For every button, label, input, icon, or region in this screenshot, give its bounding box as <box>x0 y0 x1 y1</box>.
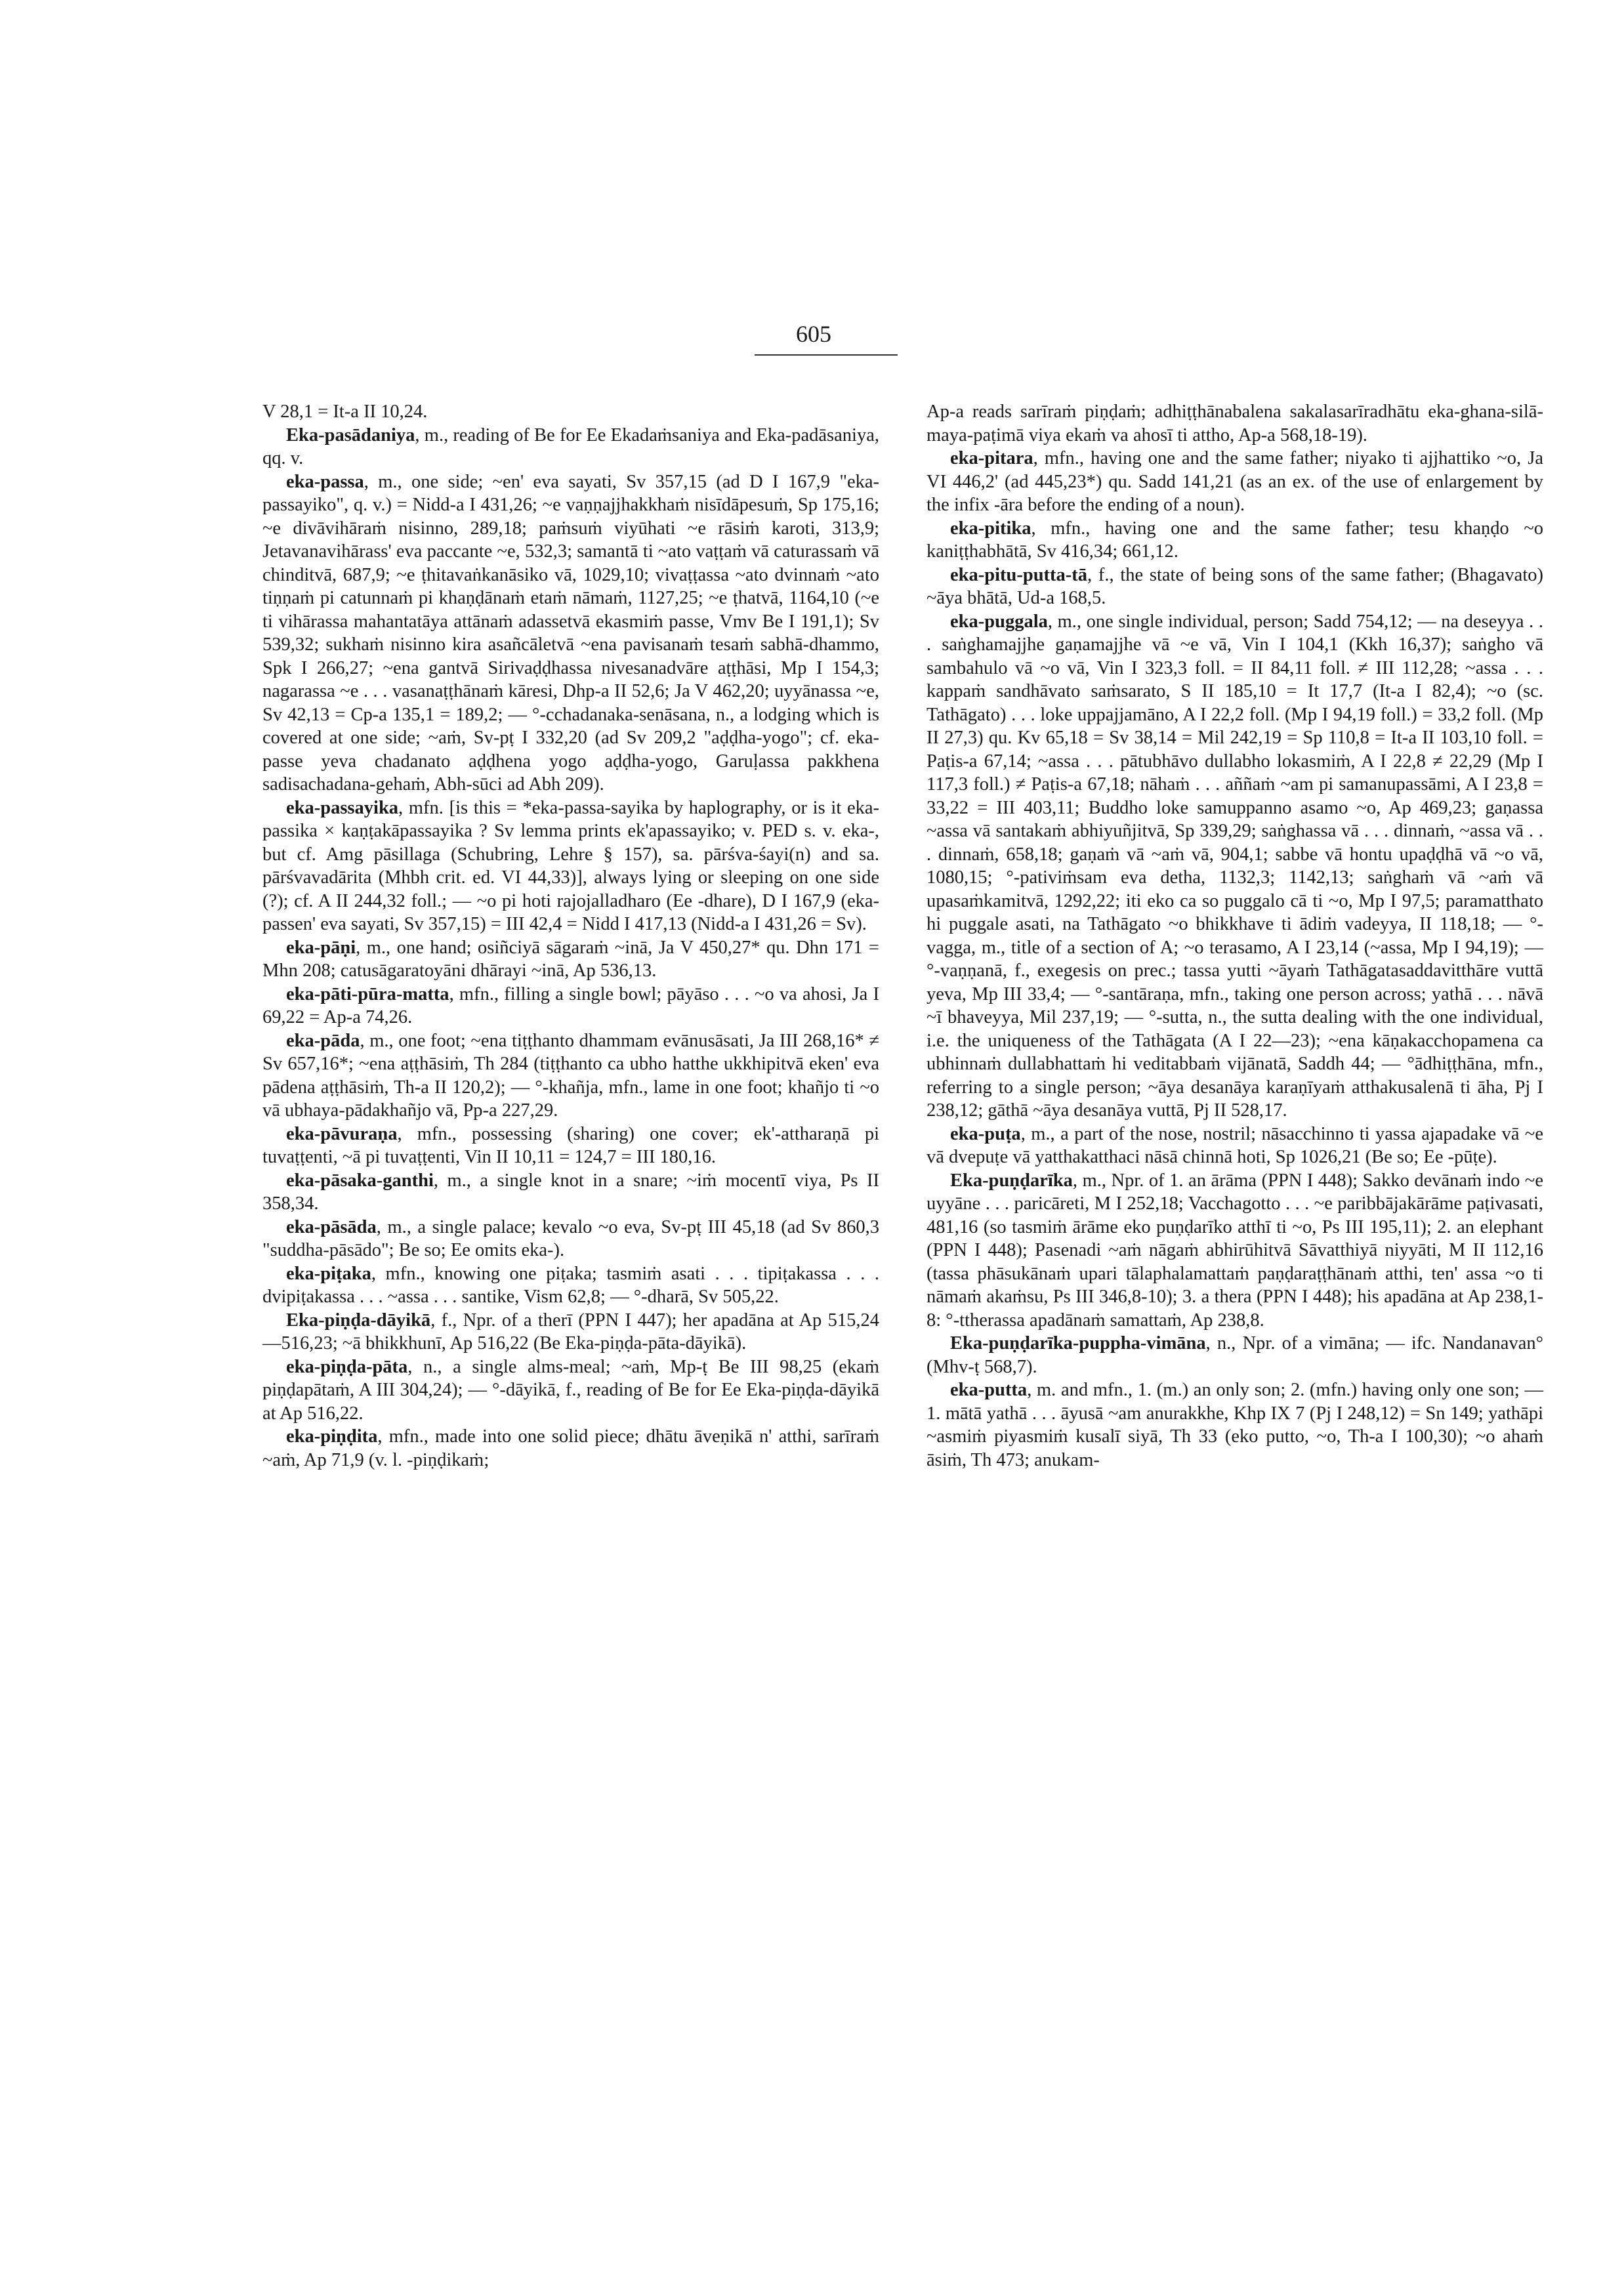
dictionary-entry <box>262 1355 879 1426</box>
dictionary-entry <box>262 424 879 470</box>
dictionary-entry <box>262 1169 879 1216</box>
entry-headword: eka-pāsāda <box>286 1216 377 1237</box>
entry-headword: eka-pāti-pūra-matta <box>286 983 449 1004</box>
entry-text: , mfn., possessing (sharing) one cover; ek'-attharaṇā pi tuvaṭṭenti, ~ā pi tuvaṭṭenti, Vin II 10,11 = 124,7 = III 180,16. <box>262 1123 879 1167</box>
dictionary-entry <box>927 564 1543 610</box>
entry-headword: Eka-piṇḍa-dāyikā <box>286 1310 431 1331</box>
right-column <box>927 400 1543 1472</box>
page-number: 605 <box>796 321 831 347</box>
dictionary-entry <box>927 1332 1543 1378</box>
entry-text: V 28,1 = It-a II 10,24. <box>262 402 428 422</box>
entry-headword: Eka-puṇḍarīka <box>950 1170 1073 1191</box>
entry-headword: eka-piṇḍita <box>286 1426 378 1447</box>
entry-text: , m., reading of Be for Ee Ekadaṁsaniya and Eka-padāsaniya, qq. v. <box>262 424 879 468</box>
dictionary-entry <box>262 1309 879 1355</box>
entry-headword: eka-piṭaka <box>286 1263 371 1284</box>
entry-text: , m., Npr. of 1. an ārāma (PPN I 448); Sakko devānaṁ indo ~e uyyāne . . . paricāreti, M I 252,18; Vacchagotto . . . ~e paribbājakārāme paṭivasati, 481,16 (so tasmiṁ ārāme eko puṇḍarīko atthī ti ~o, Ps III 195,11); 2. an elephant (PPN I 448); Pasenadi ~aṁ nāgaṁ abhirūhitvā Sāvatthiyā niyyāti, M II 112,16 (tassa phāsukānaṁ upari tālaphalamattaṁ paṇḍaraṭṭhānaṁ atthi, ten' assa ~o ti nāmaṁ akaṁsu, Ps III 346,8-10); 3. a thera (PPN I 448); his apadāna at Ap 238,1-8: °-ttherassa apadānaṁ samattaṁ, Ap 238,8. <box>927 1170 1543 1331</box>
entry-headword: eka-piṇḍa-pāta <box>286 1356 408 1377</box>
dictionary-entry <box>262 1216 879 1262</box>
dictionary-entry <box>927 1123 1543 1169</box>
entry-headword: eka-pāṇi <box>286 937 356 958</box>
entry-text: , m., a single palace; kevalo ~o eva, Sv-pṭ III 45,18 (ad Sv 860,3 "suddha-pāsādo"; Be so; Ee omits eka-). <box>262 1216 879 1260</box>
entry-text: , mfn., having one and the same father; niyako ti ajjhattiko ~o, Ja VI 446,2' (ad 445,23*) qu. Sadd 141,21 (as an ex. of the use of enlargement by the infix -āra before the ending of a noun). <box>927 448 1543 515</box>
entry-text: , f., the state of being sons of the same father; (Bhagavato) ~āya bhātā, Ud-a 168,5. <box>927 564 1543 608</box>
entry-headword: eka-pitika <box>950 518 1031 539</box>
entry-text: , m., one foot; ~ena tiṭṭhanto dhammam evānusāsati, Ja III 268,16* ≠ Sv 657,16*; ~ena aṭṭhāsiṁ, Th 284 (tiṭṭhanto ca ubho hatthe ukkhipitvā eken' eva pādena aṭṭhāsiṁ, Th-a II 120,2); — °-khañja, mfn., lame in one foot; khañjo ti ~o vā ubhaya-pādakhañjo vā, Pp-a 227,29. <box>262 1030 879 1121</box>
entry-headword: eka-putta <box>950 1380 1028 1400</box>
dictionary-entry <box>927 610 1543 1123</box>
entry-headword: eka-passayika <box>286 797 399 818</box>
entry-text: , mfn., filling a single bowl; pāyāso . . . ~o va ahosi, Ja I 69,22 = Ap-a 74,26. <box>262 983 879 1027</box>
dictionary-entry <box>262 936 879 983</box>
entry-text: , f., Npr. of a therī (PPN I 447); her apadāna at Ap 515,24—516,23; ~ā bhikkhunī, Ap 516,22 (Be Eka-piṇḍa-pāta-dāyikā). <box>262 1310 879 1354</box>
entry-text: , m., one single individual, person; Sadd 754,12; — na deseyya . . . saṅghamajjhe gaṇamajjhe vā ~e vā, Vin I 104,1 (Kkh 16,37); saṅgho vā sambahulo vā ~o vā, Vin I 323,3 foll. = II 84,11 foll. ≠ III 112,28; ~assa . . . kappaṁ sandhāvato saṁsarato, S II 185,10 = It 17,7 (It-a I 82,4); ~o (sc. Tathāgato) . . . loke uppajjamāno, A I 22,2 foll. (Mp I 94,19 foll.) = 33,2 foll. (Mp II 27,3) qu. Kv 65,18 = Sv 38,14 = Mil 242,19 = Sp 110,8 = It-a II 103,10 foll. = Paṭis-a 67,14; ~assa . . . pātubhāvo dullabho lokasmiṁ, A I 22,8 ≠ 22,29 (Mp I 117,3 foll.) ≠ Paṭis-a 67,18; nāhaṁ . . . aññaṁ ~am pi samanupassāmi, A I 23,8 = 33,22 = III 403,11; Buddho loke samuppanno asamo ~o, Ap 469,23; gaṇassa ~assa vā santakaṁ abhiyuñjitvā, Sp 339,29; saṅghassa vā . . . dinnaṁ, ~assa vā . . . dinnaṁ, 658,18; gaṇaṁ vā ~aṁ vā, 904,1; sabbe vā hontu upaḍḍhā vā ~o vā, 1080,15; °-pativiṁsam eva detha, 1132,3; 1142,13; saṅghaṁ vā ~aṁ vā upasaṁkamitvā, 1292,22; iti eko ca so puggalo cā ti ~o, Mp I 97,5; paramatthato hi puggale asati, na Tathāgato ~o bhikkhave ti ādiṁ vadeyya, II 118,18; — °-vagga, m., title of a section of A; ~o terasamo, A I 23,14 (~assa, Mp I 94,19); — °-vaṇṇanā, f., exegesis on prec.; tassa yutti ~āyaṁ Tathāgatasaddavitthāre vuttā yeva, Mp III 33,4; — °-santāraṇa, mfn., taking one person across; yathā . . . nāvā ~ī bhaveyya, Mil 237,19; — °-sutta, n., the sutta dealing with the one individual, i.e. the uniqueness of the Tathāgata (A I 22—23); ~ena kāṇakacchopamena ca ubhinnaṁ dullabhattaṁ hi veditabbaṁ vijānatā, Saddh 44; — °ādhiṭṭhāna, mfn., referring to a single person; ~āya desanāya karaṇīyaṁ atthakusalenā ti āha, Pj I 238,12; gāthā ~āya desanāya vuttā, Pj II 528,17. <box>927 611 1543 1121</box>
entry-text: , m. and mfn., 1. (m.) an only son; 2. (mfn.) having only one son; — 1. mātā yathā . . . āyusā ~am anurakkhe, Khp IX 7 (Pj I 248,12) = Sn 149; yathāpi ~asmiṁ piyasmiṁ kusalī siyā, Th 33 (eko putto, ~o, Th-a I 100,30); ~o ahaṁ āsiṁ, Th 473; anukam- <box>927 1380 1543 1470</box>
entry-headword: eka-puṭa <box>950 1123 1021 1144</box>
dictionary-entry <box>262 1425 879 1472</box>
dictionary-entry <box>262 1262 879 1309</box>
dictionary-entry <box>262 400 879 424</box>
entry-text: , mfn., having one and the same father; tesu khaṇḍo ~o kaniṭṭhabhātā, Sv 416,34; 661,12. <box>927 518 1543 562</box>
dictionary-entry <box>262 1029 879 1123</box>
dictionary-entry <box>262 796 879 936</box>
dictionary-entry <box>927 400 1543 447</box>
dictionary-entry <box>262 1123 879 1169</box>
entry-text: , m., one hand; osiñciyā sāgaraṁ ~inā, Ja V 450,27* qu. Dhn 171 = Mhn 208; catusāgaratoyāni dhārayi ~inā, Ap 536,13. <box>262 937 879 981</box>
entry-text: , m., a part of the nose, nostril; nāsacchinno ti yassa ajapadake vā ~e vā dvepuṭe vā yatthakatthaci nāsā chinnā hoti, Sp 1026,21 (Be so; Ee -pūṭe). <box>927 1123 1543 1167</box>
entry-text: , mfn., knowing one piṭaka; tasmiṁ asati . . . tipiṭakassa . . . dvipiṭakassa . . . ~assa . . . santike, Vism 62,8; — °-dharā, Sv 505,22. <box>262 1263 879 1307</box>
entry-text: , n., a single alms-meal; ~aṁ, Mp-ṭ Be III 98,25 (ekaṁ piṇḍapātaṁ, A III 304,24); — °-dāyikā, f., reading of Be for Ee Eka-piṇḍa-dāyikā at Ap 516,22. <box>262 1356 879 1424</box>
entry-headword: eka-puggala <box>950 611 1048 632</box>
entry-headword: eka-pitu-putta-tā <box>950 564 1088 585</box>
entry-text: , mfn. [is this = *eka-passa-sayika by haplography, or is it eka-passika × kaṇṭakāpassayika ? Sv lemma prints ek'apassayiko; v. PED s. v. eka-, but cf. Amg pāsillaga (Schubring, Lehre § 157), sa. pārśva-śayi(n) and sa. pārśvavadārita (Mhbh crit. ed. VI 44,33)], always lying or sleeping on one side (?); cf. A II 244,32 foll.; — ~o pi hoti rajojalladharo (Ee -dhare), D I 167,9 (eka-passen' eva sayati, Sv 357,15) = III 42,4 = Nidd I 417,13 (Nidd-a I 431,26 = Sv). <box>262 797 879 934</box>
dictionary-entry <box>927 1169 1543 1333</box>
dictionary-entry <box>262 470 879 796</box>
dictionary-entry <box>927 1378 1543 1472</box>
page-number-rule <box>755 354 898 356</box>
entry-headword: eka-pāda <box>286 1030 360 1051</box>
entry-text: Ap-a reads sarīraṁ piṇḍaṁ; adhiṭṭhānabalena sakalasarīradhātu eka-ghana-silā-maya-paṭimā viya ekaṁ va ahosī ti attho, Ap-a 568,18-19). <box>927 402 1543 445</box>
entry-text: , m., one side; ~en' eva sayati, Sv 357,15 (ad D I 167,9 "eka-passayiko", q. v.) = Nidd-a I 431,26; ~e vaṇṇajjhakkhaṁ nisīdāpesuṁ, Sp 175,16; ~e divāvihāraṁ nisinno, 289,18; paṁsuṁ viyūhati ~e rāsiṁ karoti, 313,9; Jetavanavihārass' eva paccante ~e, 532,3; samantā ti ~ato vaṭṭaṁ vā caturassaṁ vā chinditvā, 687,9; ~e ṭhitavaṅkanāsiko vā, 1029,10; vivaṭṭassa ~ato dvinnaṁ ~ato tiṇṇaṁ pi catunnaṁ pi khaṇḍānaṁ etaṁ nāmaṁ, 1127,25; ~e ṭhatvā, 1164,10 (~e ti vihārassa mahantatāya attānaṁ adassetvā ekasmiṁ passe, Vmv Be I 191,1); Sv 539,32; sukhaṁ nisinno kira asañcāletvā ~ena pavisanaṁ tesaṁ sabhā-dhammo, Spk I 266,27; ~ena gantvā Sirivaḍḍhassa nivesanadvāre aṭṭhāsi, Mp I 154,3; nagarassa ~e . . . vasanaṭṭhānaṁ kāresi, Dhp-a II 52,6; Ja V 462,20; uyyānassa ~e, Sv 42,13 = Cp-a 135,1 = 189,2; — °-cchadanaka-senāsana, n., a lodging which is covered at one side; ~aṁ, Sv-pṭ I 332,20 (ad Sv 209,2 "aḍḍha-yogo"; cf. eka-passe yeva chadanato aḍḍhena yogo aḍḍha-yogo, Garuḷassa pakkhena sadisachadana-gehaṁ, Abh-sūci ad Abh 209). <box>262 471 879 795</box>
dictionary-entry <box>262 983 879 1029</box>
entry-text: , m., a single knot in a snare; ~iṁ mocentī viya, Ps II 358,34. <box>262 1170 879 1214</box>
entry-headword: eka-pāvuraṇa <box>286 1123 398 1144</box>
entry-headword: eka-passa <box>286 471 364 492</box>
dictionary-entry <box>927 447 1543 517</box>
entry-text: , mfn., made into one solid piece; dhātu āveṇikā n' atthi, sarīraṁ ~aṁ, Ap 71,9 (v. l. -piṇḍikaṁ; <box>262 1426 879 1470</box>
left-column <box>262 400 879 1472</box>
entry-headword: eka-pitara <box>950 448 1033 468</box>
entry-headword: eka-pāsaka-ganthi <box>286 1170 434 1191</box>
dictionary-entry <box>927 517 1543 564</box>
entry-headword: Eka-pasādaniya <box>286 424 415 445</box>
entry-text: , n., Npr. of a vimāna; — ifc. Nandanavan° (Mhv-ṭ 568,7). <box>927 1333 1543 1377</box>
entry-headword: Eka-puṇḍarīka-puppha-vimāna <box>950 1333 1206 1354</box>
